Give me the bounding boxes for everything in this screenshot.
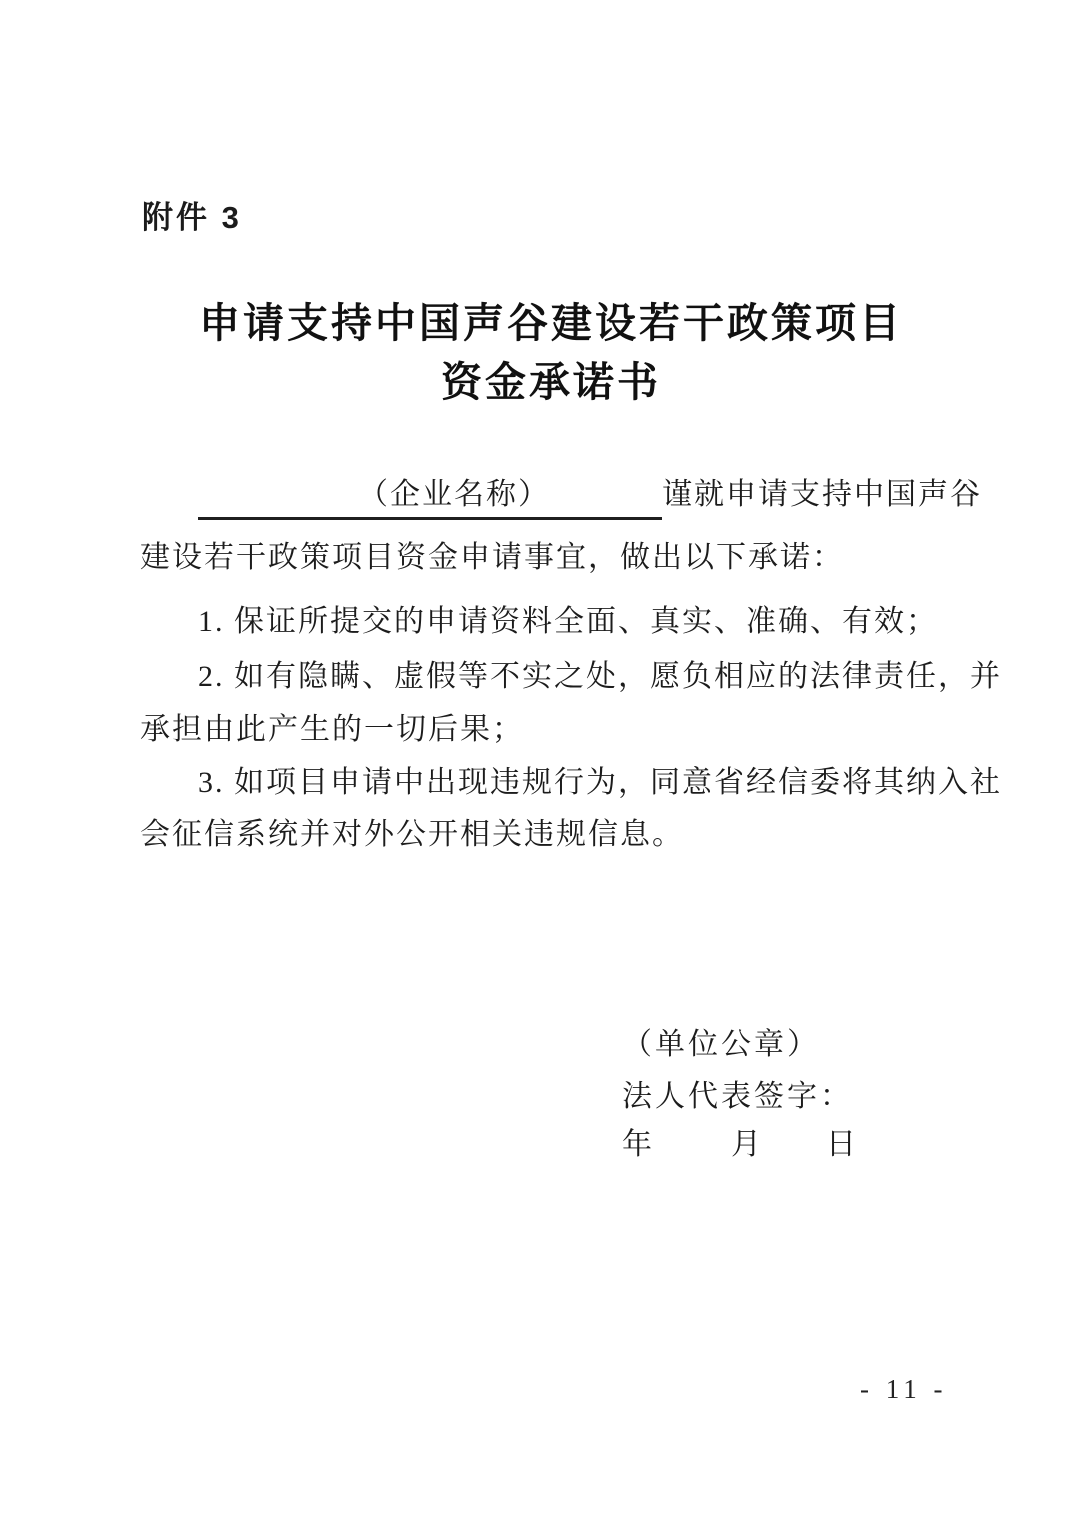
commitment-item-2-line1: 2. 如有隐瞒、虚假等不实之处，愿负相应的法律责任，并 <box>198 660 1002 693</box>
seal-note: （单位公章） <box>622 1028 820 1061</box>
attachment-label: 附件 3 <box>142 200 242 235</box>
commitment-item-3-line1: 3. 如项目申请中出现违规行为，同意省经信委将其纳入社 <box>198 766 1002 799</box>
commitment-item-1-line1: 1. 保证所提交的申请资料全面、真实、准确、有效； <box>198 605 938 638</box>
intro-line1 <box>140 475 1030 520</box>
intro-line1-text: 谨就申请支持中国声谷 <box>662 478 982 511</box>
commitment-item-3-line2: 会征信系统并对外公开相关违规信息。 <box>140 818 684 851</box>
doc-title-line1: 申请支持中国声谷建设若干政策项目 <box>199 300 903 346</box>
date-year: 年 <box>622 1128 655 1161</box>
doc-title <box>140 294 962 412</box>
legal-representative-signature-label: 法人代表签字： <box>622 1080 853 1113</box>
company-name-blank: （企业名称） <box>198 475 662 520</box>
date-month: 月 <box>731 1128 764 1161</box>
intro-line2: 建设若干政策项目资金申请事宜，做出以下承诺： <box>140 541 844 574</box>
commitment-item-2-line2: 承担由此产生的一切后果； <box>140 713 524 746</box>
date-line <box>622 1125 859 1165</box>
page-number: - 11 - <box>860 1374 948 1404</box>
doc-title-line2: 资金承诺书 <box>441 359 661 405</box>
date-day: 日 <box>826 1128 859 1161</box>
